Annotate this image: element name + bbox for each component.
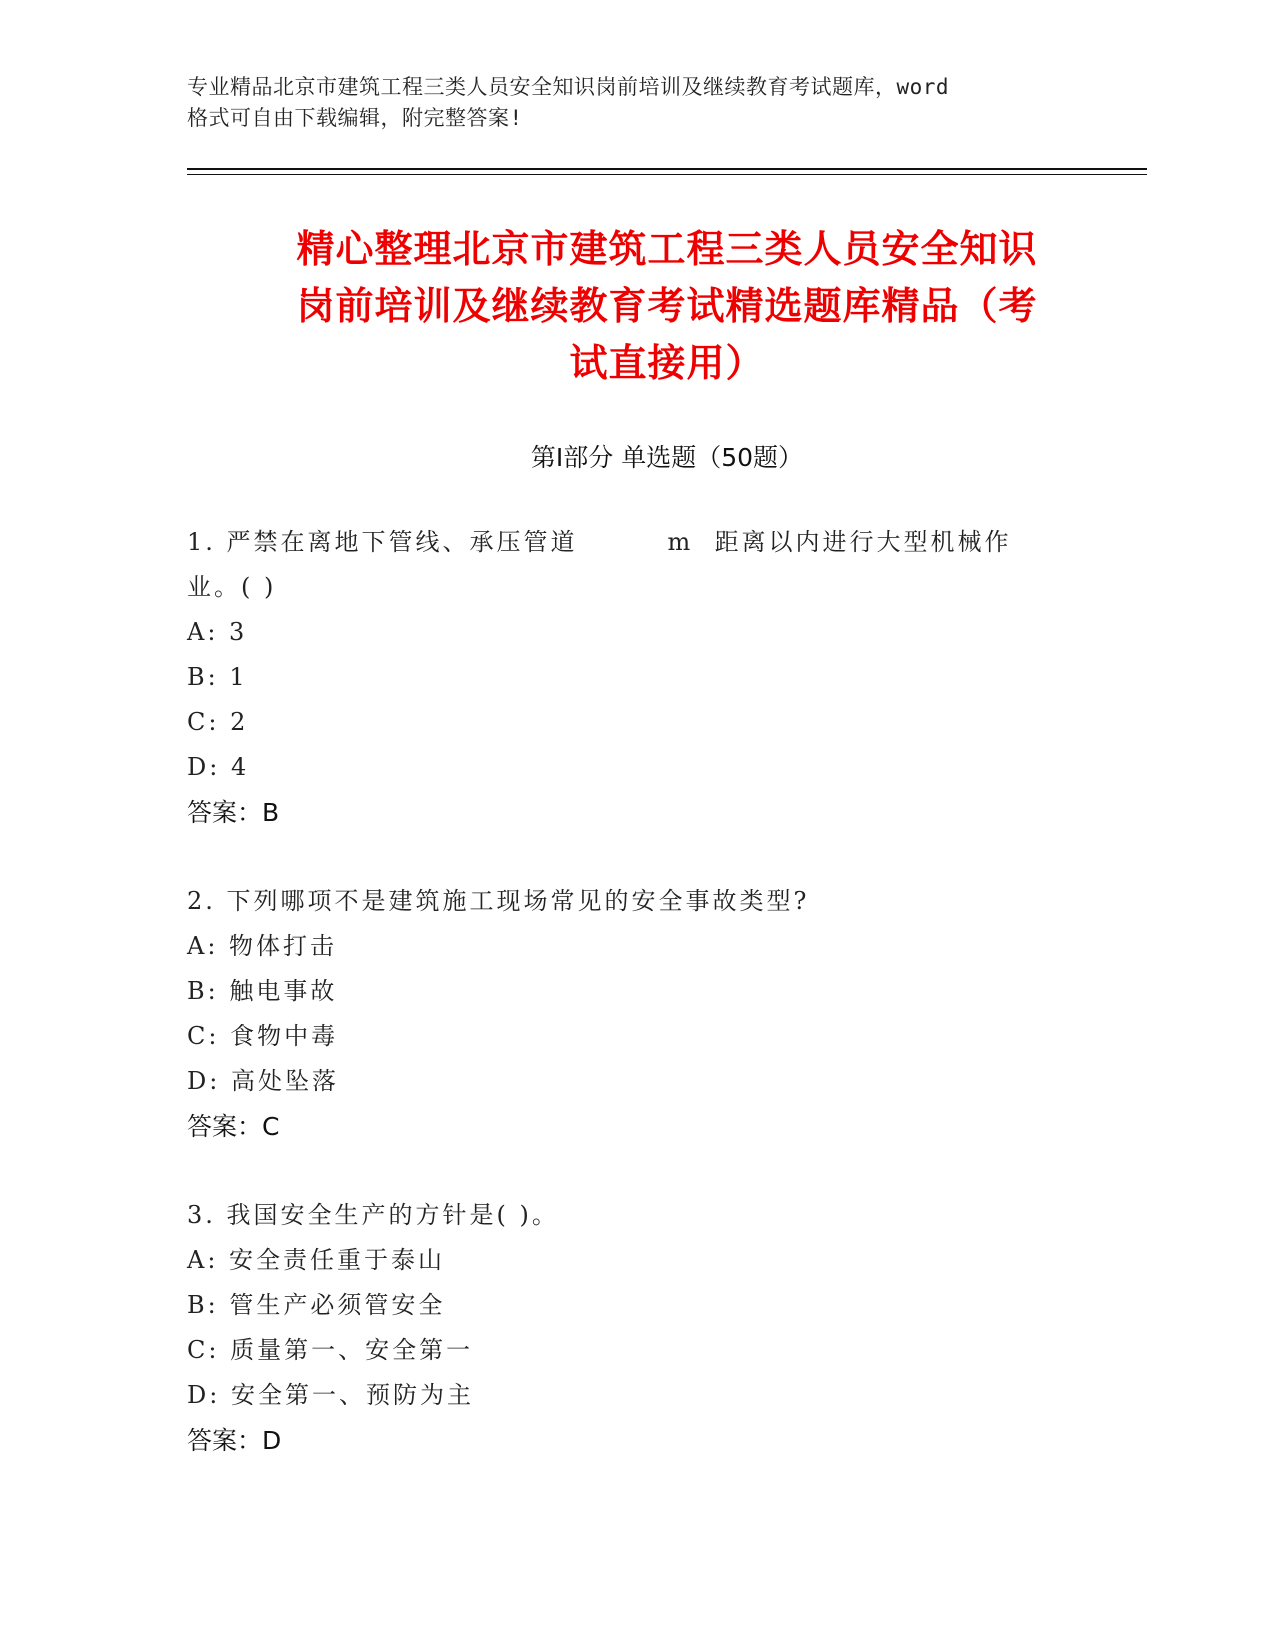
question-item	[187, 520, 1147, 835]
option-a: A: 3	[187, 618, 248, 646]
option-c: C: 2	[187, 708, 249, 736]
title-line: 试直接用）	[569, 341, 765, 385]
question-stem	[187, 520, 1147, 565]
header-divider	[187, 168, 1147, 175]
title-line: 岗前培训及继续教育考试精选题库精品（考	[296, 284, 1038, 328]
question-item	[187, 879, 1147, 1149]
question-stem: 2. 下列哪项不是建筑施工现场常见的安全事故类型?	[187, 887, 810, 915]
question-stem: 3. 我国安全生产的方针是( )。	[187, 1201, 559, 1229]
option-b: B: 1	[187, 663, 248, 691]
section-heading: 第Ⅰ部分 单选题（50题）	[530, 443, 804, 472]
intro-line: 专业精品北京市建筑工程三类人员安全知识岗前培训及继续教育考试题库，word	[187, 75, 950, 99]
document-intro	[187, 72, 1067, 134]
document-page	[187, 72, 1147, 1507]
question-stem-unit: m	[667, 528, 694, 556]
intro-line: 格式可自由下载编辑，附完整答案!	[187, 106, 523, 130]
question-stem-text: 1. 严禁在离地下管线、承压管道	[187, 528, 578, 556]
answer-key: 答案：B	[187, 798, 280, 827]
option-c: C: 食物中毒	[187, 1022, 339, 1050]
title-line: 精心整理北京市建筑工程三类人员安全知识	[296, 227, 1038, 271]
document-title	[187, 221, 1147, 392]
option-a: A: 安全责任重于泰山	[187, 1246, 446, 1274]
question-stem-text: 距离以内进行大型机械作	[714, 528, 1012, 556]
question-stem-continued: 业。( )	[187, 573, 277, 601]
question-item	[187, 1193, 1147, 1463]
option-a: A: 物体打击	[187, 932, 338, 960]
option-d: D: 高处坠落	[187, 1067, 339, 1095]
option-b: B: 管生产必须管安全	[187, 1291, 446, 1319]
option-d: D: 4	[187, 753, 250, 781]
option-c: C: 质量第一、安全第一	[187, 1336, 474, 1364]
answer-key: 答案：D	[187, 1426, 282, 1455]
answer-key: 答案：C	[187, 1112, 280, 1141]
option-b: B: 触电事故	[187, 977, 338, 1005]
option-d: D: 安全第一、预防为主	[187, 1381, 474, 1409]
question-list	[187, 520, 1147, 1463]
